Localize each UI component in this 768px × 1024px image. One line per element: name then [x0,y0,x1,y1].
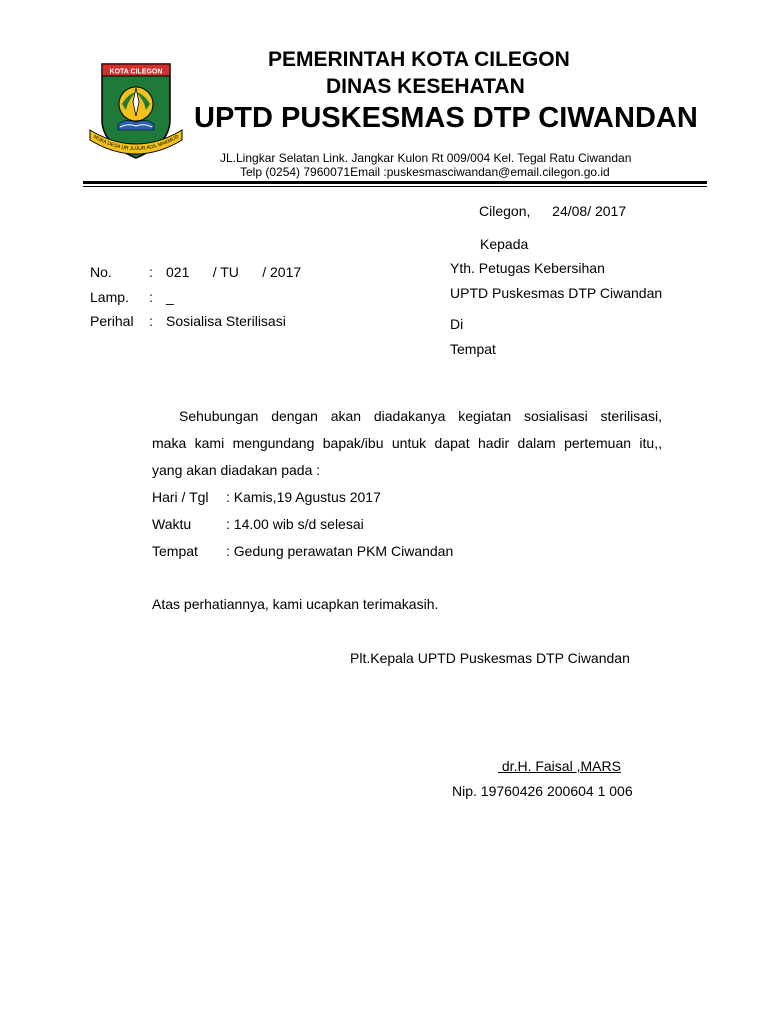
letterhead-divider-thin [83,186,707,187]
meta-no-value: 021 / TU / 2017 [166,264,302,280]
body-paragraph [152,403,662,484]
recipient-tempat: Tempat [450,341,496,357]
recipient-kepada: Kepada [480,236,529,252]
letterhead-address: JL.Lingkar Selatan Link. Jangkar Kulon Rt 009/004 Kel. Tegal Ratu Ciwandan [220,151,632,165]
detail-place-label: Tempat [152,543,198,559]
letterhead-contact: Telp (0254) 7960071Email :puskesmasciwandan@email.cilegon.go.id [240,165,610,179]
signature-name-text: dr.H. Faisal ,MARS [501,758,621,774]
logo-banner-text: KOTA CILEGON [109,68,163,76]
detail-day-value: : Kamis,19 Agustus 2017 [226,489,381,505]
meta-lamp-colon: : [149,289,153,305]
letterhead-department: DINAS KESEHATAN [326,75,525,98]
logo-ribbon-text: MUKA DESA UR JUJUR ADIL MAKMUR [92,133,180,153]
meta-perihal-colon: : [149,313,153,329]
letterhead-government: PEMERINTAH KOTA CILEGON [268,48,570,71]
detail-place-value: : Gedung perawatan PKM Ciwandan [226,543,454,559]
letterhead-divider-thick [83,181,707,184]
meta-lamp-value: _ [166,289,174,305]
date-city: Cilegon, [479,203,531,219]
recipient-di: Di [450,316,464,332]
meta-no-colon: : [149,264,153,280]
detail-time-label: Waktu [152,516,192,532]
recipient-line-2: UPTD Puskesmas DTP Ciwandan [450,285,663,301]
date-line [479,203,626,219]
body-line-3: yang akan diadakan pada : [152,462,321,478]
closing-sentence: Atas perhatiannya, kami ucapkan terimakasih. [152,596,439,612]
kota-cilegon-logo [88,58,184,166]
signature-nip: Nip. 19760426 200604 1 006 [452,783,633,799]
signature-name [498,758,621,774]
signature-title: Plt.Kepala UPTD Puskesmas DTP Ciwandan [350,650,630,666]
detail-time-value: : 14.00 wib s/d selesai [226,516,364,532]
body-line-1: Sehubungan dengan akan diadakanya kegiatan sosialisasi sterilisasi, [179,408,662,424]
meta-perihal-label: Perihal [90,313,134,329]
recipient-line-1: Yth. Petugas Kebersihan [450,260,605,276]
meta-no-label: No. [90,264,112,280]
body-line-2: maka kami mengundang bapak/ibu untuk dapat hadir dalam pertemuan itu,, [152,435,662,451]
meta-perihal-value: Sosialisa Sterilisasi [166,313,286,329]
detail-day-label: Hari / Tgl [152,489,209,505]
date-value: 24/08/ 2017 [552,203,627,219]
letterhead-institution: UPTD PUSKESMAS DTP CIWANDAN [194,102,698,134]
meta-lamp-label: Lamp. [90,289,129,305]
